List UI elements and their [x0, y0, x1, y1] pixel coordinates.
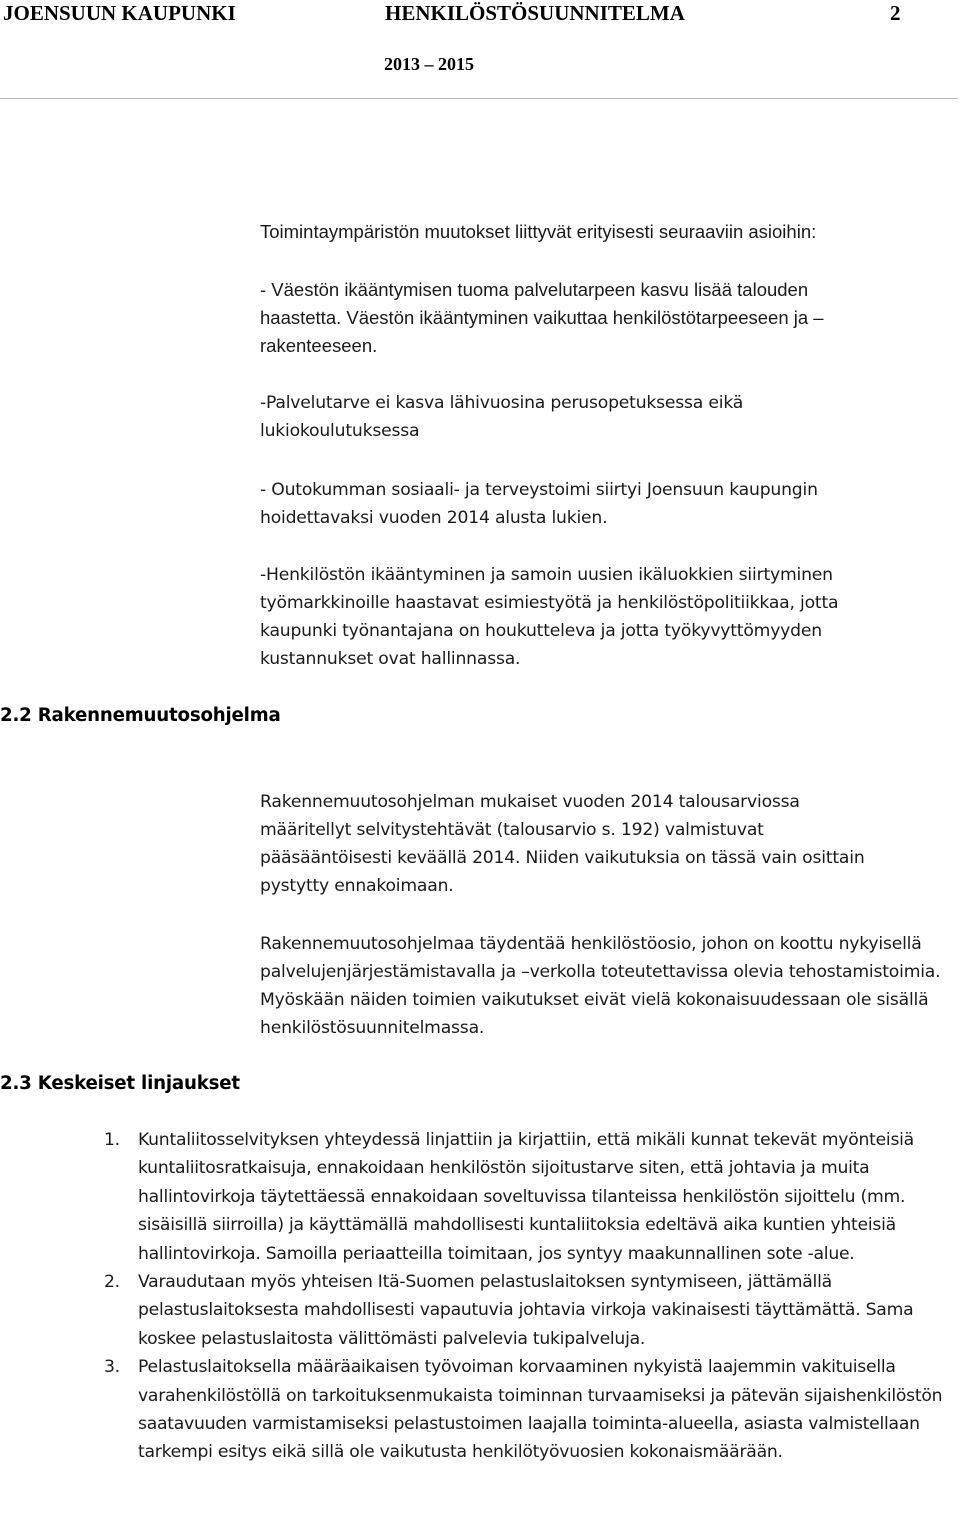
header-divider [0, 98, 958, 99]
list-item-number: 3. [104, 1357, 120, 1378]
change-paragraph-2: - Outokumman sosiaali- ja terveystoimi siirtyi Joensuun kaupungin hoidettavaksi vuoden 2014 alusta lukien. [260, 480, 818, 528]
policy-list [0, 1126, 960, 1467]
change-paragraph-1: -Palvelutarve ei kasva lähivuosina perusopetuksessa eikä lukiokoulutuksessa [260, 393, 744, 441]
header-page-number: 2 [890, 1, 901, 25]
section-heading-2-2: 2.2 Rakennemuutosohjelma [0, 705, 281, 726]
list-item [0, 1353, 960, 1467]
aging-line-1: - Väestön ikääntymisen tuoma palvelutarpeen kasvu lisää talouden [260, 279, 809, 300]
list-item-text: Pelastuslaitoksella määräaikaisen työvoiman korvaaminen nykyistä laajemmin vakituisella varahenkilöstöllä on tarkoituksenmukaista toiminnan turvaamiseksi ja pätevän sijaishenkilöstön saatavuuden varmistamiseksi pelastustoimen laajalla toiminta-alueella, asiasta valmistellaan tarkempi esitys eikä sillä ole vaikutusta henkilötyövuosien kokonaismäärään. [138, 1357, 943, 1463]
intro-text: Toimintaympäristön muutokset liittyvät erityisesti seuraaviin asioihin: [260, 221, 817, 242]
list-item-text: Kuntaliitosselvityksen yhteydessä linjattiin ja kirjattiin, että mikäli kunnat tekevät myönteisiä kuntaliitosratkaisuja, ennakoidaan henkilöstön sijoitustarve siten, että johtavia ja muita hallintovirkoja täytettäessä ennakoidaan soveltuvissa tilanteissa henkilöstön sijoittelu (mm. sisäisillä siirroilla) ja käyttämällä mahdollisesti kuntaliitoksia edeltävä aika kuntien yhteisiä hallintovirkoja. Samoilla periaatteilla toimitaan, jos syntyy maakunnallinen sote -alue. [138, 1130, 914, 1264]
list-item-number: 1. [104, 1130, 120, 1150]
list-item [0, 1126, 960, 1268]
list-item-text: Varaudutaan myös yhteisen Itä-Suomen pelastuslaitoksen syntymiseen, jättämällä pelastuslaitoksesta mahdollisesti vapautuvia johtavia virkoja vakinaisesti täyttämättä. Sama koskee pelastuslaitosta välittömästi palvelevia tukipalveluja. [138, 1272, 914, 1349]
change-paragraph-3: -Henkilöstön ikääntyminen ja samoin uusien ikäluokkien siirtyminen työmarkkinoille haastavat esimiestyötä ja henkilöstöpolitiikkaa, jotta kaupunki työnantajana on houkutteleva ja jotta työkyvyttömyyden kustannukset ovat hallinnassa. [260, 565, 839, 669]
header-document-title: HENKILÖSTÖSUUNNITELMA [385, 1, 685, 25]
aging-line-3: rakenteeseen. [260, 335, 378, 356]
aging-line-2: haastetta. Väestön ikääntyminen vaikuttaa henkilöstötarpeeseen ja – [260, 307, 824, 328]
header-organization: JOENSUUN KAUPUNKI [3, 1, 236, 25]
header-years: 2013 – 2015 [384, 54, 474, 74]
list-item [0, 1268, 960, 1353]
section-2-2-paragraph-2: Rakennemuutosohjelmaa täydentää henkilöstöosio, johon on koottu nykyisellä palvelujenjärjestämistavalla ja –verkolla toteutettavissa olevia tehostamistoimia. Myöskään näiden toimien vaikutukset eivät vielä kokonaisuudessaan ole sisällä henkilöstösuunnitelmassa. [260, 934, 941, 1038]
section-2-2-paragraph-1: Rakennemuutosohjelman mukaiset vuoden 2014 talousarviossa määritellyt selvitystehtävät (talousarvio s. 192) valmistuvat pääsääntöisesti keväällä 2014. Niiden vaikutuksia on tässä vain osittain pystytty ennakoimaan. [260, 792, 865, 896]
list-item-number: 2. [104, 1272, 120, 1293]
section-heading-2-3: 2.3 Keskeiset linjaukset [0, 1073, 240, 1094]
